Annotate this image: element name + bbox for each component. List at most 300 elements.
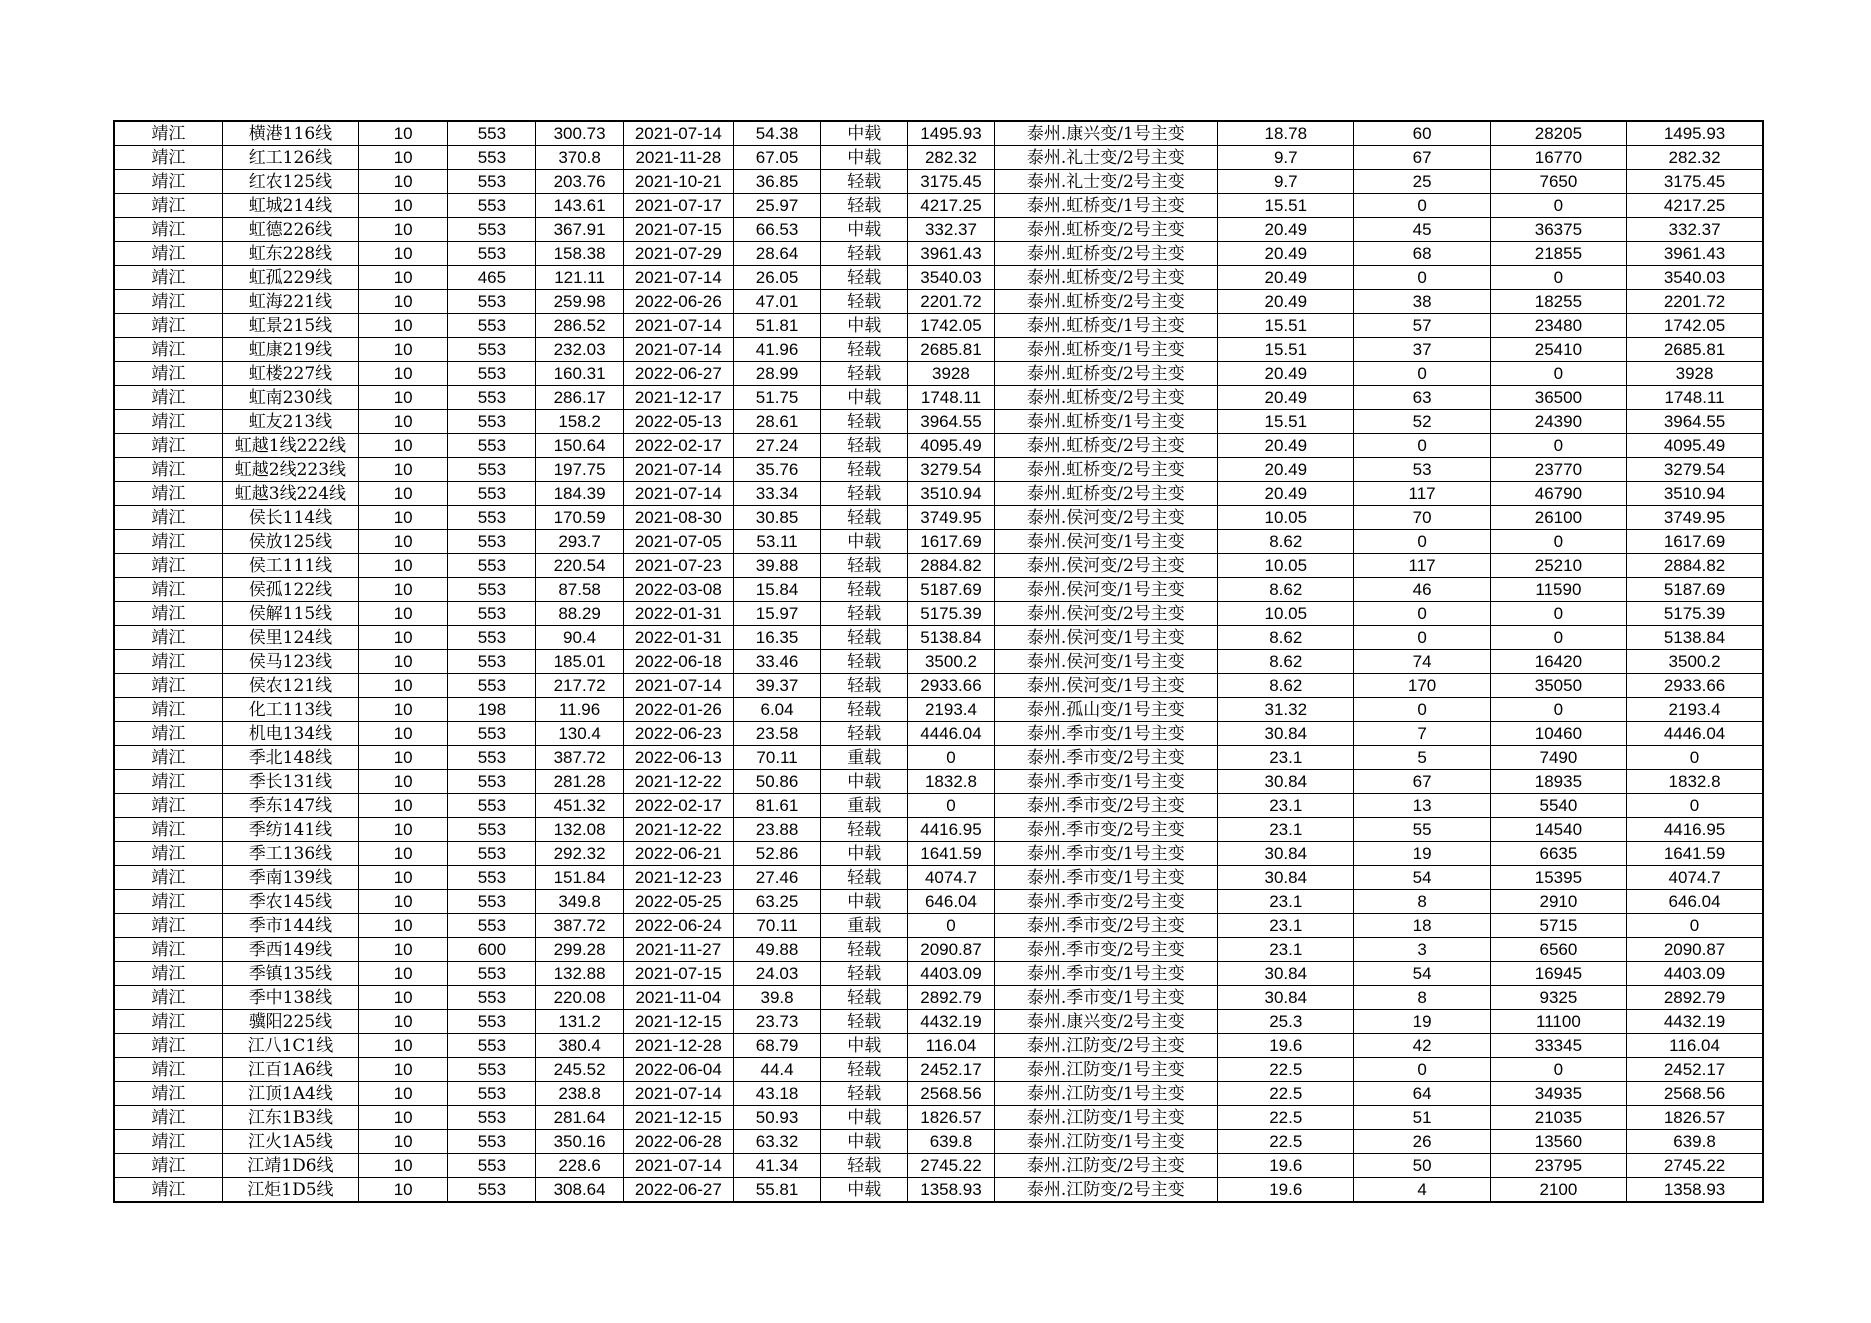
date-cell: 2022-06-23 — [623, 722, 733, 746]
load-rate-cell: 25.97 — [733, 194, 820, 218]
voltage-cell: 10 — [359, 554, 448, 578]
date-cell: 2022-06-27 — [623, 362, 733, 386]
load-cell: 131.2 — [536, 1010, 623, 1034]
voltage-cell: 10 — [359, 362, 448, 386]
user-capacity-cell: 16420 — [1490, 650, 1626, 674]
voltage-cell: 10 — [359, 722, 448, 746]
load-cell: 308.64 — [536, 1178, 623, 1203]
user-capacity-cell: 16770 — [1490, 146, 1626, 170]
remaining-capacity-cell: 3928 — [1627, 362, 1763, 386]
voltage-cell: 10 — [359, 338, 448, 362]
load-cell: 380.4 — [536, 1034, 623, 1058]
voltage-cell: 10 — [359, 1058, 448, 1082]
user-capacity-cell: 0 — [1490, 266, 1626, 290]
remaining-capacity-cell: 4432.19 — [1627, 1010, 1763, 1034]
load-status-cell: 重载 — [821, 746, 908, 770]
available-capacity-cell: 646.04 — [908, 890, 994, 914]
table-row — [114, 290, 1763, 314]
transformer-load-rate-cell: 31.32 — [1218, 698, 1354, 722]
remaining-capacity-cell: 1832.8 — [1627, 770, 1763, 794]
remaining-capacity-cell: 2090.87 — [1627, 938, 1763, 962]
user-count-cell: 25 — [1354, 170, 1490, 194]
load-status-cell: 轻载 — [821, 482, 908, 506]
transformer-cell: 泰州.侯河变/1号主变 — [994, 626, 1218, 650]
table-row — [114, 1154, 1763, 1178]
date-cell: 2021-07-23 — [623, 554, 733, 578]
available-capacity-cell: 1748.11 — [908, 386, 994, 410]
user-count-cell: 170 — [1354, 674, 1490, 698]
load-cell: 130.4 — [536, 722, 623, 746]
load-status-cell: 轻载 — [821, 1154, 908, 1178]
line-name-cell: 季农145线 — [222, 890, 358, 914]
transformer-cell: 泰州.江防变/1号主变 — [994, 1058, 1218, 1082]
remaining-capacity-cell: 2193.4 — [1627, 698, 1763, 722]
load-status-cell: 轻载 — [821, 194, 908, 218]
table-row — [114, 362, 1763, 386]
capacity-cell: 553 — [448, 1106, 536, 1130]
voltage-cell: 10 — [359, 1154, 448, 1178]
user-capacity-cell: 5540 — [1490, 794, 1626, 818]
user-capacity-cell: 13560 — [1490, 1130, 1626, 1154]
available-capacity-cell: 2745.22 — [908, 1154, 994, 1178]
load-cell: 259.98 — [536, 290, 623, 314]
load-cell: 238.8 — [536, 1082, 623, 1106]
table-row — [114, 770, 1763, 794]
date-cell: 2021-07-14 — [623, 482, 733, 506]
capacity-cell: 553 — [448, 674, 536, 698]
load-status-cell: 轻载 — [821, 962, 908, 986]
available-capacity-cell: 3961.43 — [908, 242, 994, 266]
line-name-cell: 横港116线 — [222, 121, 358, 146]
region-cell: 靖江 — [114, 578, 222, 602]
table-row — [114, 1058, 1763, 1082]
capacity-cell: 553 — [448, 986, 536, 1010]
load-cell: 220.54 — [536, 554, 623, 578]
line-name-cell: 骥阳225线 — [222, 1010, 358, 1034]
capacity-cell: 553 — [448, 626, 536, 650]
load-rate-cell: 41.96 — [733, 338, 820, 362]
load-cell: 121.11 — [536, 266, 623, 290]
voltage-cell: 10 — [359, 242, 448, 266]
line-name-cell: 季镇135线 — [222, 962, 358, 986]
load-rate-cell: 39.88 — [733, 554, 820, 578]
user-capacity-cell: 23770 — [1490, 458, 1626, 482]
load-status-cell: 轻载 — [821, 578, 908, 602]
voltage-cell: 10 — [359, 746, 448, 770]
available-capacity-cell: 4095.49 — [908, 434, 994, 458]
region-cell: 靖江 — [114, 1178, 222, 1203]
capacity-cell: 553 — [448, 1058, 536, 1082]
region-cell: 靖江 — [114, 626, 222, 650]
line-name-cell: 虹城214线 — [222, 194, 358, 218]
capacity-cell: 553 — [448, 650, 536, 674]
table-row — [114, 1034, 1763, 1058]
user-count-cell: 0 — [1354, 698, 1490, 722]
line-name-cell: 虹楼227线 — [222, 362, 358, 386]
load-cell: 293.7 — [536, 530, 623, 554]
table-row — [114, 818, 1763, 842]
load-cell: 132.08 — [536, 818, 623, 842]
user-capacity-cell: 0 — [1490, 362, 1626, 386]
transformer-load-rate-cell: 8.62 — [1218, 650, 1354, 674]
line-name-cell: 季长131线 — [222, 770, 358, 794]
capacity-cell: 553 — [448, 482, 536, 506]
transformer-cell: 泰州.季市变/1号主变 — [994, 962, 1218, 986]
line-name-cell: 虹德226线 — [222, 218, 358, 242]
transformer-load-rate-cell: 15.51 — [1218, 314, 1354, 338]
transformer-cell: 泰州.侯河变/1号主变 — [994, 578, 1218, 602]
transformer-load-rate-cell: 9.7 — [1218, 146, 1354, 170]
user-count-cell: 117 — [1354, 482, 1490, 506]
table-row — [114, 121, 1763, 146]
load-status-cell: 轻载 — [821, 170, 908, 194]
load-status-cell: 中载 — [821, 770, 908, 794]
load-cell: 286.52 — [536, 314, 623, 338]
user-capacity-cell: 2910 — [1490, 890, 1626, 914]
remaining-capacity-cell: 5187.69 — [1627, 578, 1763, 602]
remaining-capacity-cell: 2745.22 — [1627, 1154, 1763, 1178]
remaining-capacity-cell: 639.8 — [1627, 1130, 1763, 1154]
region-cell: 靖江 — [114, 770, 222, 794]
user-capacity-cell: 0 — [1490, 1058, 1626, 1082]
table-row — [114, 1130, 1763, 1154]
capacity-cell: 553 — [448, 1178, 536, 1203]
date-cell: 2021-07-29 — [623, 242, 733, 266]
transformer-cell: 泰州.季市变/2号主变 — [994, 794, 1218, 818]
user-count-cell: 19 — [1354, 1010, 1490, 1034]
available-capacity-cell: 4416.95 — [908, 818, 994, 842]
date-cell: 2022-06-27 — [623, 1178, 733, 1203]
transformer-cell: 泰州.季市变/2号主变 — [994, 818, 1218, 842]
load-status-cell: 中载 — [821, 1106, 908, 1130]
region-cell: 靖江 — [114, 602, 222, 626]
user-count-cell: 63 — [1354, 386, 1490, 410]
remaining-capacity-cell: 2201.72 — [1627, 290, 1763, 314]
line-name-cell: 虹南230线 — [222, 386, 358, 410]
transformer-load-rate-cell: 19.6 — [1218, 1178, 1354, 1203]
available-capacity-cell: 4074.7 — [908, 866, 994, 890]
transformer-cell: 泰州.江防变/1号主变 — [994, 1130, 1218, 1154]
transformer-load-rate-cell: 10.05 — [1218, 602, 1354, 626]
user-capacity-cell: 0 — [1490, 602, 1626, 626]
capacity-cell: 553 — [448, 1010, 536, 1034]
available-capacity-cell: 3964.55 — [908, 410, 994, 434]
date-cell: 2021-12-22 — [623, 770, 733, 794]
transformer-load-rate-cell: 8.62 — [1218, 626, 1354, 650]
date-cell: 2021-07-17 — [623, 194, 733, 218]
user-capacity-cell: 18255 — [1490, 290, 1626, 314]
user-count-cell: 18 — [1354, 914, 1490, 938]
load-status-cell: 轻载 — [821, 434, 908, 458]
user-capacity-cell: 25410 — [1490, 338, 1626, 362]
transformer-cell: 泰州.季市变/1号主变 — [994, 722, 1218, 746]
available-capacity-cell: 282.32 — [908, 146, 994, 170]
region-cell: 靖江 — [114, 290, 222, 314]
load-rate-cell: 63.25 — [733, 890, 820, 914]
load-rate-cell: 67.05 — [733, 146, 820, 170]
load-cell: 451.32 — [536, 794, 623, 818]
line-name-cell: 虹孤229线 — [222, 266, 358, 290]
transformer-load-rate-cell: 8.62 — [1218, 578, 1354, 602]
load-status-cell: 轻载 — [821, 506, 908, 530]
remaining-capacity-cell: 5175.39 — [1627, 602, 1763, 626]
line-name-cell: 侯马123线 — [222, 650, 358, 674]
capacity-cell: 553 — [448, 386, 536, 410]
load-cell: 370.8 — [536, 146, 623, 170]
date-cell: 2022-03-08 — [623, 578, 733, 602]
date-cell: 2022-06-24 — [623, 914, 733, 938]
transformer-cell: 泰州.虹桥变/2号主变 — [994, 218, 1218, 242]
table-row — [114, 434, 1763, 458]
load-status-cell: 中载 — [821, 842, 908, 866]
user-capacity-cell: 2100 — [1490, 1178, 1626, 1203]
load-cell: 281.28 — [536, 770, 623, 794]
user-capacity-cell: 7490 — [1490, 746, 1626, 770]
date-cell: 2021-12-28 — [623, 1034, 733, 1058]
load-cell: 220.08 — [536, 986, 623, 1010]
date-cell: 2021-08-30 — [623, 506, 733, 530]
user-count-cell: 60 — [1354, 121, 1490, 146]
capacity-cell: 553 — [448, 146, 536, 170]
load-rate-cell: 15.84 — [733, 578, 820, 602]
region-cell: 靖江 — [114, 962, 222, 986]
transformer-load-rate-cell: 23.1 — [1218, 818, 1354, 842]
region-cell: 靖江 — [114, 986, 222, 1010]
capacity-cell: 553 — [448, 794, 536, 818]
table-row — [114, 674, 1763, 698]
line-name-cell: 侯解115线 — [222, 602, 358, 626]
available-capacity-cell: 0 — [908, 746, 994, 770]
user-count-cell: 38 — [1354, 290, 1490, 314]
line-name-cell: 侯放125线 — [222, 530, 358, 554]
capacity-cell: 553 — [448, 1154, 536, 1178]
load-cell: 185.01 — [536, 650, 623, 674]
table-row — [114, 914, 1763, 938]
remaining-capacity-cell: 4446.04 — [1627, 722, 1763, 746]
load-status-cell: 轻载 — [821, 722, 908, 746]
voltage-cell: 10 — [359, 626, 448, 650]
remaining-capacity-cell: 3540.03 — [1627, 266, 1763, 290]
date-cell: 2021-07-14 — [623, 121, 733, 146]
load-rate-cell: 24.03 — [733, 962, 820, 986]
load-cell: 151.84 — [536, 866, 623, 890]
date-cell: 2022-06-28 — [623, 1130, 733, 1154]
date-cell: 2022-02-17 — [623, 434, 733, 458]
user-capacity-cell: 11100 — [1490, 1010, 1626, 1034]
capacity-cell: 553 — [448, 722, 536, 746]
load-rate-cell: 43.18 — [733, 1082, 820, 1106]
transformer-cell: 泰州.季市变/2号主变 — [994, 890, 1218, 914]
load-cell: 300.73 — [536, 121, 623, 146]
capacity-cell: 553 — [448, 290, 536, 314]
user-capacity-cell: 7650 — [1490, 170, 1626, 194]
load-status-cell: 重载 — [821, 914, 908, 938]
load-cell: 367.91 — [536, 218, 623, 242]
transformer-load-rate-cell: 9.7 — [1218, 170, 1354, 194]
available-capacity-cell: 2685.81 — [908, 338, 994, 362]
table-row — [114, 386, 1763, 410]
capacity-cell: 553 — [448, 914, 536, 938]
transformer-load-rate-cell: 23.1 — [1218, 746, 1354, 770]
date-cell: 2021-07-14 — [623, 314, 733, 338]
capacity-cell: 553 — [448, 746, 536, 770]
voltage-cell: 10 — [359, 482, 448, 506]
date-cell: 2022-06-04 — [623, 1058, 733, 1082]
available-capacity-cell: 4446.04 — [908, 722, 994, 746]
user-capacity-cell: 46790 — [1490, 482, 1626, 506]
voltage-cell: 10 — [359, 578, 448, 602]
user-count-cell: 13 — [1354, 794, 1490, 818]
user-capacity-cell: 15395 — [1490, 866, 1626, 890]
region-cell: 靖江 — [114, 794, 222, 818]
available-capacity-cell: 3510.94 — [908, 482, 994, 506]
transformer-load-rate-cell: 18.78 — [1218, 121, 1354, 146]
user-capacity-cell: 9325 — [1490, 986, 1626, 1010]
load-rate-cell: 55.81 — [733, 1178, 820, 1203]
date-cell: 2021-10-21 — [623, 170, 733, 194]
transformer-cell: 泰州.季市变/2号主变 — [994, 938, 1218, 962]
load-rate-cell: 54.38 — [733, 121, 820, 146]
remaining-capacity-cell: 2452.17 — [1627, 1058, 1763, 1082]
load-cell: 158.2 — [536, 410, 623, 434]
voltage-cell: 10 — [359, 962, 448, 986]
region-cell: 靖江 — [114, 746, 222, 770]
date-cell: 2021-12-15 — [623, 1010, 733, 1034]
user-count-cell: 0 — [1354, 530, 1490, 554]
voltage-cell: 10 — [359, 1130, 448, 1154]
user-count-cell: 3 — [1354, 938, 1490, 962]
transformer-cell: 泰州.季市变/2号主变 — [994, 746, 1218, 770]
available-capacity-cell: 332.37 — [908, 218, 994, 242]
remaining-capacity-cell: 116.04 — [1627, 1034, 1763, 1058]
load-rate-cell: 53.11 — [733, 530, 820, 554]
user-capacity-cell: 21855 — [1490, 242, 1626, 266]
line-name-cell: 季东147线 — [222, 794, 358, 818]
available-capacity-cell: 4432.19 — [908, 1010, 994, 1034]
user-count-cell: 67 — [1354, 770, 1490, 794]
capacity-cell: 553 — [448, 242, 536, 266]
remaining-capacity-cell: 3964.55 — [1627, 410, 1763, 434]
transformer-load-rate-cell: 23.1 — [1218, 794, 1354, 818]
voltage-cell: 10 — [359, 266, 448, 290]
capacity-cell: 553 — [448, 121, 536, 146]
load-rate-cell: 39.37 — [733, 674, 820, 698]
transformer-load-rate-cell: 22.5 — [1218, 1106, 1354, 1130]
load-status-cell: 轻载 — [821, 1010, 908, 1034]
table-row — [114, 746, 1763, 770]
user-count-cell: 51 — [1354, 1106, 1490, 1130]
transformer-cell: 泰州.侯河变/1号主变 — [994, 530, 1218, 554]
load-rate-cell: 6.04 — [733, 698, 820, 722]
user-count-cell: 45 — [1354, 218, 1490, 242]
transformer-load-rate-cell: 22.5 — [1218, 1130, 1354, 1154]
date-cell: 2022-06-26 — [623, 290, 733, 314]
table-row — [114, 1010, 1763, 1034]
transformer-load-rate-cell: 25.3 — [1218, 1010, 1354, 1034]
load-cell: 132.88 — [536, 962, 623, 986]
date-cell: 2021-07-15 — [623, 218, 733, 242]
table-row — [114, 698, 1763, 722]
region-cell: 靖江 — [114, 866, 222, 890]
user-count-cell: 68 — [1354, 242, 1490, 266]
table-row — [114, 506, 1763, 530]
load-rate-cell: 28.61 — [733, 410, 820, 434]
transformer-load-rate-cell: 20.49 — [1218, 290, 1354, 314]
available-capacity-cell: 2090.87 — [908, 938, 994, 962]
load-rate-cell: 33.46 — [733, 650, 820, 674]
user-capacity-cell: 26100 — [1490, 506, 1626, 530]
load-rate-cell: 70.11 — [733, 914, 820, 938]
region-cell: 靖江 — [114, 458, 222, 482]
load-rate-cell: 51.81 — [733, 314, 820, 338]
available-capacity-cell: 0 — [908, 914, 994, 938]
load-cell: 143.61 — [536, 194, 623, 218]
table-row — [114, 170, 1763, 194]
transformer-cell: 泰州.康兴变/1号主变 — [994, 121, 1218, 146]
region-cell: 靖江 — [114, 530, 222, 554]
user-capacity-cell: 10460 — [1490, 722, 1626, 746]
line-name-cell: 季纺141线 — [222, 818, 358, 842]
user-count-cell: 52 — [1354, 410, 1490, 434]
voltage-cell: 10 — [359, 770, 448, 794]
transformer-cell: 泰州.虹桥变/2号主变 — [994, 266, 1218, 290]
capacity-cell: 553 — [448, 890, 536, 914]
load-rate-cell: 81.61 — [733, 794, 820, 818]
capacity-cell: 553 — [448, 362, 536, 386]
transformer-cell: 泰州.侯河变/1号主变 — [994, 650, 1218, 674]
transformer-cell: 泰州.侯河变/2号主变 — [994, 506, 1218, 530]
available-capacity-cell: 1617.69 — [908, 530, 994, 554]
date-cell: 2021-07-14 — [623, 458, 733, 482]
load-rate-cell: 28.99 — [733, 362, 820, 386]
date-cell: 2021-07-14 — [623, 266, 733, 290]
user-count-cell: 74 — [1354, 650, 1490, 674]
date-cell: 2022-06-18 — [623, 650, 733, 674]
load-status-cell: 中载 — [821, 146, 908, 170]
load-cell: 197.75 — [536, 458, 623, 482]
transformer-load-rate-cell: 20.49 — [1218, 386, 1354, 410]
region-cell: 靖江 — [114, 121, 222, 146]
date-cell: 2021-07-14 — [623, 1154, 733, 1178]
available-capacity-cell: 1495.93 — [908, 121, 994, 146]
transformer-load-rate-cell: 23.1 — [1218, 890, 1354, 914]
load-cell: 387.72 — [536, 746, 623, 770]
table-row — [114, 794, 1763, 818]
line-name-cell: 侯长114线 — [222, 506, 358, 530]
transformer-cell: 泰州.孤山变/1号主变 — [994, 698, 1218, 722]
capacity-cell: 553 — [448, 218, 536, 242]
line-name-cell: 红农125线 — [222, 170, 358, 194]
load-rate-cell: 50.93 — [733, 1106, 820, 1130]
data-table — [113, 120, 1764, 1203]
user-capacity-cell: 6560 — [1490, 938, 1626, 962]
remaining-capacity-cell: 2892.79 — [1627, 986, 1763, 1010]
capacity-cell: 553 — [448, 1130, 536, 1154]
load-status-cell: 轻载 — [821, 602, 908, 626]
load-rate-cell: 27.46 — [733, 866, 820, 890]
remaining-capacity-cell: 1358.93 — [1627, 1178, 1763, 1203]
available-capacity-cell: 639.8 — [908, 1130, 994, 1154]
load-rate-cell: 16.35 — [733, 626, 820, 650]
user-capacity-cell: 33345 — [1490, 1034, 1626, 1058]
date-cell: 2021-12-22 — [623, 818, 733, 842]
remaining-capacity-cell: 3279.54 — [1627, 458, 1763, 482]
date-cell: 2021-07-14 — [623, 674, 733, 698]
load-status-cell: 轻载 — [821, 818, 908, 842]
table-row — [114, 602, 1763, 626]
transformer-cell: 泰州.虹桥变/1号主变 — [994, 338, 1218, 362]
load-rate-cell: 41.34 — [733, 1154, 820, 1178]
